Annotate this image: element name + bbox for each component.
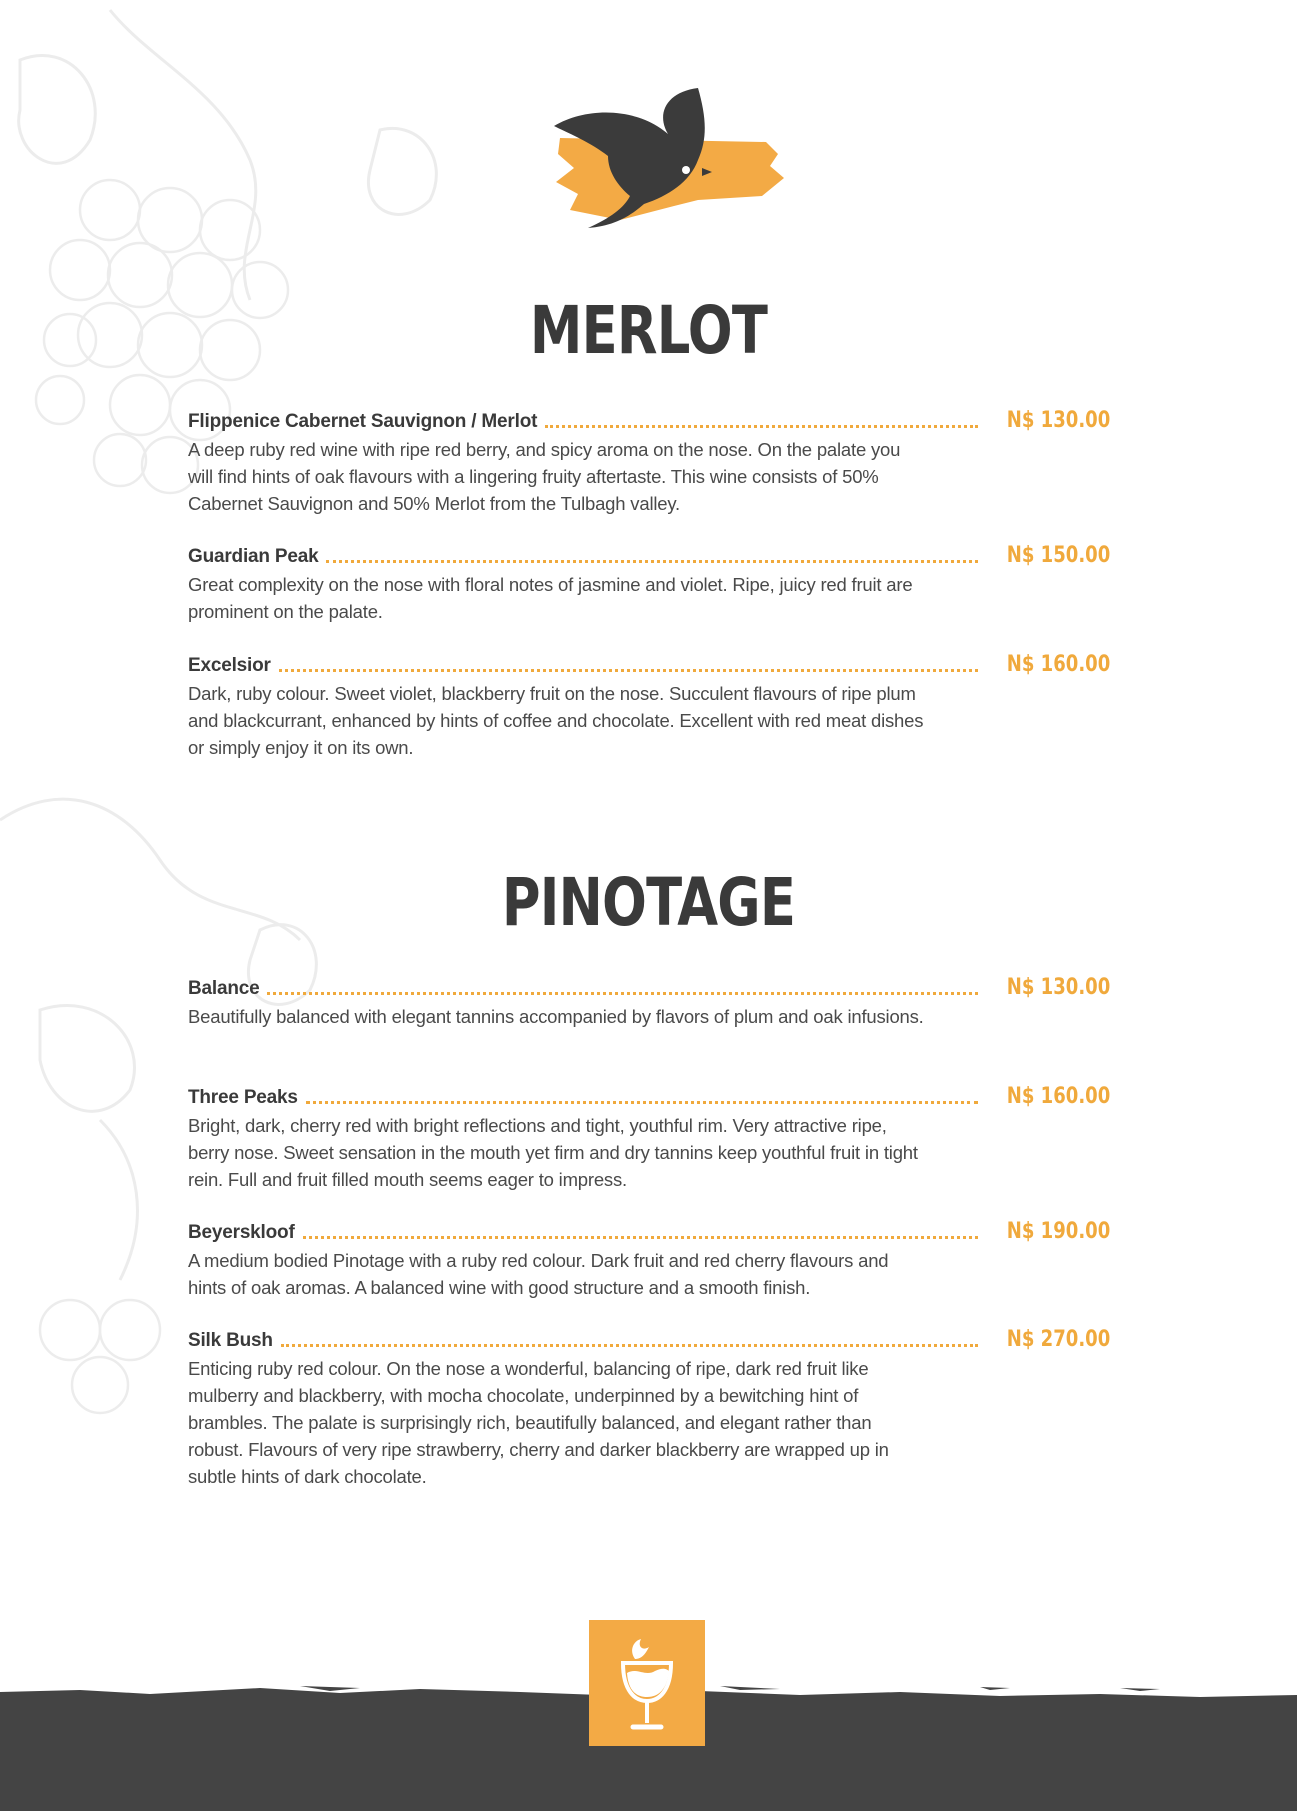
section-title-merlot: MERLOT: [529, 292, 768, 369]
dotted-leader: [545, 425, 977, 428]
wine-price: N$ 150.00: [1006, 543, 1110, 568]
menu-item: [188, 1084, 1110, 1193]
wine-description: Great complexity on the nose with floral notes of jasmine and violet. Ripe, juicy red fruit are prominent on the palate.: [188, 574, 913, 622]
wine-description: A medium bodied Pinotage with a ruby red colour. Dark fruit and red cherry flavours and hints of oak aromas. A balanced wine with good structure and a smooth finish.: [188, 1250, 889, 1298]
dotted-leader: [267, 992, 977, 995]
wine-name: Excelsior: [188, 655, 271, 676]
wine-glass-icon: [615, 1633, 679, 1733]
wine-description: Dark, ruby colour. Sweet violet, blackberry fruit on the nose. Succulent flavours of ripe plum and blackcurrant, enhanced by hints of coffee and chocolate. Excellent with red meat dishes or simply enjoy it on its own.: [188, 683, 924, 758]
wine-name: Three Peaks: [188, 1087, 298, 1108]
wine-description: Enticing ruby red colour. On the nose a wonderful, balancing of ripe, dark red fruit like mulberry and blackberry, with mocha chocolate, underpinned by a bewitching hint of brambles. The palate is surprisingly rich, beautifully balanced, and elegant rather than robust. Flavours of very ripe strawberry, cherry and darker blackberry are wrapped up in subtle hints of dark chocolate.: [188, 1358, 889, 1487]
wine-price: N$ 270.00: [1006, 1327, 1110, 1352]
menu-item: [188, 543, 1110, 625]
menu-item: [188, 1327, 1110, 1490]
wine-description: Bright, dark, cherry red with bright reflections and tight, youthful rim. Very attractive ripe, berry nose. Sweet sensation in the mouth yet firm and dry tannins keep youthful fruit in tight rein. Full and fruit filled mouth seems eager to impress.: [188, 1115, 918, 1190]
dotted-leader: [306, 1101, 978, 1104]
wine-price: N$ 160.00: [1006, 1084, 1110, 1109]
dotted-leader: [303, 1236, 978, 1239]
menu-item: [188, 652, 1110, 761]
dotted-leader: [281, 1344, 978, 1347]
dotted-leader: [279, 669, 978, 672]
wine-price: N$ 190.00: [1006, 1219, 1110, 1244]
wine-name: Silk Bush: [188, 1330, 273, 1351]
wine-price: N$ 130.00: [1006, 975, 1110, 1000]
wine-description: A deep ruby red wine with ripe red berry, and spicy aroma on the nose. On the palate you will find hints of oak flavours with a lingering fruity aftertaste. This wine consists of 50% Cabernet Sauvignon and 50% Merlot from the Tulbagh valley.: [188, 439, 901, 514]
menu-item: [188, 408, 1110, 517]
menu-item: [188, 975, 1110, 1030]
section-title-pinotage: PINOTAGE: [501, 864, 796, 941]
wine-name: Balance: [188, 978, 260, 999]
menu-item: [188, 1219, 1110, 1301]
swallow-bird-logo: [548, 86, 788, 246]
wine-name: Flippenice Cabernet Sauvignon / Merlot: [188, 411, 538, 432]
wine-price: N$ 130.00: [1006, 408, 1110, 433]
wine-price: N$ 160.00: [1006, 652, 1110, 677]
dotted-leader: [326, 560, 977, 563]
wine-name: Guardian Peak: [188, 546, 319, 567]
wine-description: Beautifully balanced with elegant tannins accompanied by flavors of plum and oak infusions.: [188, 1006, 924, 1027]
wine-name: Beyerskloof: [188, 1222, 295, 1243]
footer-wine-badge: [589, 1620, 705, 1746]
